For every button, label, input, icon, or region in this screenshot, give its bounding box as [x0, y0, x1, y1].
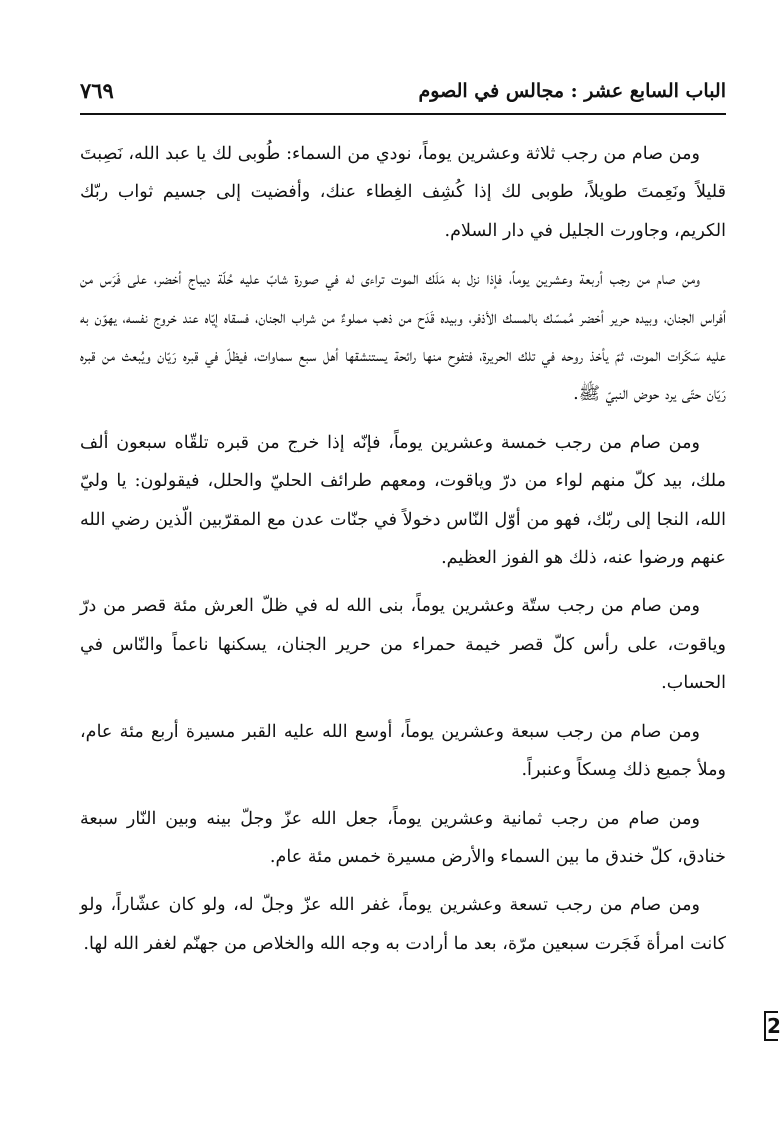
- page-number: ٧٦٩: [80, 78, 114, 103]
- body-text: [80, 135, 726, 973]
- paragraph: ومن صام من رجب ستّة وعشرين يوماً، بنى الله له في ظلّ العرش مئة قصر من درّ وياقوت، على رأس كلّ قصر خيمة حمراء من حرير الجنان، يسكنها ناعماً والنّاس في الحساب.: [80, 596, 726, 694]
- header-divider: [80, 113, 726, 115]
- paragraph: ومن صام من رجب ثمانية وعشرين يوماً، جعل الله عزّ وجلّ بينه وبين النّار سبعة خنادق، كلّ خندق ما بين السماء والأرض مسيرة خمس مئة عام.: [80, 808, 726, 867]
- paragraph: ومن صام من رجب أربعة وعشرين يوماً، فإذا نزل به مَلَك الموت تراءى له في صورة شابّ عليه حُلّة ديباج أخضر، على فَرَس من أفراس الجنان، وبيده حرير أخضر مُمسّك بالمسك الأذفر، وبيده قَدَح من ذهب مملوءٌ من شراب الجنان، فسقاه إيّاه عند خروج نفسه، يهوّن به عليه سَكَرات الموت، ثمّ يأخذ روحه في تلك الحريرة، فتفوح منها رائحة يستنشقها أهل سبع سماوات، فيظلّ في قبره رَيّان ويُبعث من قبره رَيّان حتّى يرد حوض النبيّ ﷺ.: [80, 269, 726, 405]
- paragraph: ومن صام من رجب سبعة وعشرين يوماً، أوسع الله عليه القبر مسيرة أربع مئة عام، وملأ جميع ذلك مِسكاً وعنبراً.: [80, 721, 726, 781]
- paragraph: ومن صام من رجب ثلاثة وعشرين يوماً، نودي من السماء: طُوبى لك يا عبد الله، نَصِبتَ قليلاً ونَعِمتَ طويلاً، طوبى لك إذا كُشِف الغِطاء عنك، وأفضيت إلى جسيم ثواب ربّك الكريم، وجاورت الجليل في دار السلام.: [80, 144, 726, 241]
- paragraph: ومن صام من رجب تسعة وعشرين يوماً، غفر الله عزّ وجلّ له، ولو كان عشّاراً، ولو كانت امرأة فَجَرت سبعين مرّة، بعد ما أرادت به وجه الله والخلاص من جهنّم لغفر الله لها.: [80, 895, 726, 954]
- edge-tab-marker: 2: [764, 1011, 778, 1041]
- page-header: [80, 78, 726, 112]
- paragraph: ومن صام من رجب خمسة وعشرين يوماً، فإنّه إذا خرج من قبره تلقّاه سبعون ألف ملك، بيد كلّ منهم لواء من درّ وياقوت، ومعهم طرائف الحليّ والحلل، فيقولون: يا وليّ الله، النجا إلى ربّك، فهو من أوّل النّاس دخولاً في جنّات عدن مع المقرّبين الّذين رضي الله عنهم ورضوا عنه، ذلك هو الفوز العظيم.: [80, 432, 726, 569]
- chapter-title: الباب السابع عشر : مجالس في الصوم: [418, 80, 726, 102]
